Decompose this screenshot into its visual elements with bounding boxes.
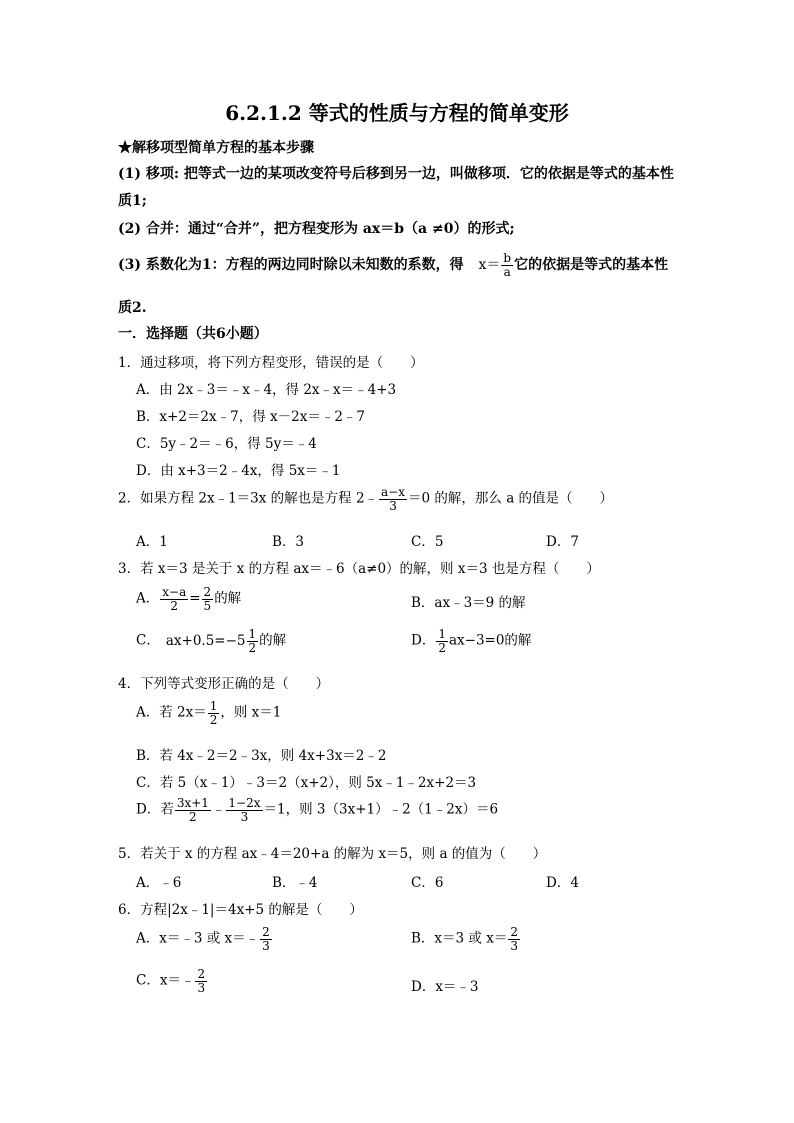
question-4-option-c: C．若 5（x﹣1）﹣3＝2（x+2），则 5x﹣1﹣2x+2＝3 — [136, 775, 477, 791]
question-2-stem: 2．如果方程 2x﹣1＝3x 的解也是方程 2﹣ $\frac{a-x}{3}$ ＝0 的解，那么 a 的值是（ ） — [118, 485, 614, 513]
question-3-option-b: B．ax﹣3＝9 的解 — [411, 595, 526, 611]
fraction-x-minus-a-over-2: $\frac{x-a}{2}$ — [162, 585, 187, 613]
fraction-1-minus-2x-over-3: $\frac{1-2x}{3}$ — [228, 796, 261, 824]
summary-step-3-cont: 质2. — [118, 300, 147, 316]
fraction-b-over-a: $\frac{b}{a}$ — [503, 251, 512, 279]
fraction-2-over-5: $\frac{2}{5}$ — [203, 585, 212, 613]
fraction-1-over-2: $\frac{1}{2}$ — [438, 627, 446, 655]
summary-heading: ★解移项型简单方程的基本步骤 — [118, 140, 314, 156]
question-5-option-a: A．﹣6 — [136, 875, 182, 891]
question-2-option-d: D．7 — [546, 534, 579, 550]
question-2-option-b: B．3 — [272, 534, 305, 550]
question-4-option-b: B．若 4x﹣2＝2﹣3x，则 4x+3x＝2﹣2 — [136, 748, 387, 764]
summary-step-2: (2) 合并：通过“合并”，把方程变形为 ax＝b（a ≠0）的形式; — [118, 221, 515, 237]
question-6-option-c: C．x＝﹣ $\frac{2}{3}$ — [136, 967, 206, 995]
question-5-option-d: D．4 — [546, 875, 579, 891]
fraction-3x-plus-1-over-2: $\frac{3x+1}{2}$ — [176, 796, 209, 824]
fraction-2-over-3: $\frac{2}{3}$ — [197, 967, 206, 995]
question-3-stem: 3．若 x＝3 是关于 x 的方程 ax＝﹣6（a≠0）的解，则 x＝3 也是方程（ ） — [118, 561, 600, 577]
summary-step-3-text: (3) 系数化为1：方程的两边同时除以未知数的系数，得 — [118, 257, 464, 274]
question-2-option-a: A．1 — [136, 534, 168, 550]
summary-step-1-cont: 质1; — [118, 193, 147, 209]
page-title: 6.2.1.2 等式的性质与方程的简单变形 — [225, 101, 569, 125]
summary-step-3-text-end: 它的依据是等式的基本性 — [514, 257, 669, 274]
question-5-stem: 5．若关于 x 的方程 ax﹣4＝20+a 的解为 x＝5，则 a 的值为（ ） — [118, 846, 547, 862]
question-6-option-a: A．x＝﹣3 或 x＝﹣ $\frac{2}{3}$ — [136, 925, 270, 953]
question-5-option-b: B．﹣4 — [272, 875, 318, 891]
fraction-1-over-2: $\frac{1}{2}$ — [248, 627, 257, 655]
fraction-1-over-2: $\frac{1}{2}$ — [209, 699, 218, 727]
question-1-option-d: D．由 x+3＝2﹣4x，得 5x＝﹣1 — [136, 463, 341, 479]
question-6-option-b: B．x＝3 或 x＝ $\frac{2}{3}$ — [411, 925, 518, 953]
fraction-2-over-3: $\frac{2}{3}$ — [510, 925, 518, 953]
question-4-option-a: A．若 2x＝ $\frac{1}{2}$ ，则 x＝1 — [136, 699, 282, 727]
question-1-option-a: A．由 2x﹣3＝﹣x﹣4，得 2x﹣x＝﹣4+3 — [136, 382, 397, 398]
question-6-stem: 6．方程|2x﹣1|＝4x+5 的解是（ ） — [118, 902, 363, 918]
question-5-option-c: C．6 — [411, 875, 444, 891]
question-3-option-d: D． $\frac{1}{2}$ ax−3=0的解 — [411, 627, 532, 655]
summary-step-3 — [118, 252, 668, 278]
summary-step-1: (1) 移项: 把等式一边的某项改变符号后移到另一边，叫做移项．它的依据是等式的基本性 — [118, 166, 674, 182]
question-1-stem: 1．通过移项，将下列方程变形，错误的是（ ） — [118, 355, 424, 371]
question-2-option-c: C．5 — [411, 534, 444, 550]
question-4-option-d: D．若 $\frac{3x+1}{2}$ ﹣ $\frac{1-2x}{3}$ ＝1，则 3（3x+1）﹣2（1﹣2x）＝6 — [136, 796, 499, 824]
fraction-2-over-3: $\frac{2}{3}$ — [262, 925, 270, 953]
question-3-option-a: A． $\frac{x-a}{2}$ = $\frac{2}{5}$ 的解 — [136, 585, 242, 613]
question-4-stem: 4．下列等式变形正确的是（ ） — [118, 676, 330, 692]
question-6-option-d: D．x＝﹣3 — [411, 979, 479, 995]
summary-step-3-x: x＝ — [478, 257, 501, 274]
question-1-option-b: B．x+2＝2x﹣7，得 x－2x＝﹣2﹣7 — [136, 409, 366, 425]
section-heading: 一．选择题（共6小题） — [118, 326, 268, 342]
question-3-option-c: C． ax+0.5=−5 $\frac{1}{2}$ 的解 — [136, 627, 287, 655]
question-1-option-c: C．5y﹣2＝﹣6，得 5y＝﹣4 — [136, 436, 317, 452]
fraction-a-minus-x-over-3: $\frac{a-x}{3}$ — [381, 485, 406, 513]
